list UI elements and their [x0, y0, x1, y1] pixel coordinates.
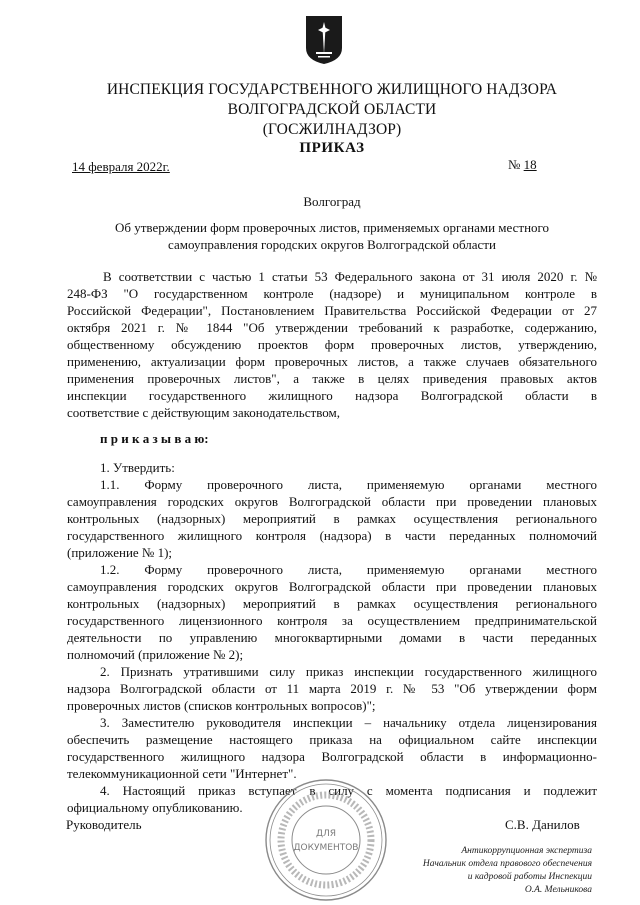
- item-1-2-line: 1.2. Форму проверочного листа, применяемую органами местного: [100, 562, 597, 577]
- item-3-line: государственного жилищного надзора Волгоградской области в информационно-: [67, 749, 597, 764]
- approval-line: и кадровой работы Инспекции: [467, 872, 592, 882]
- item-1-2-line: полномочий (приложение № 2);: [67, 647, 244, 662]
- subject-line: Об утверждении форм проверочных листов, применяемых органами местного: [114, 220, 550, 235]
- item-1-2-line: самоуправления городских округов Волгоградской области при проведении плановых: [67, 579, 597, 594]
- item-1-1-line: (приложение № 1);: [67, 545, 173, 560]
- item-3-line: обеспечить размещение настоящего приказа на официальном сайте инспекции: [67, 732, 597, 747]
- preamble-line: применения проверочных листов", а также в целях приведения правовых актов: [67, 371, 597, 386]
- item-1-1-line: 1.1. Форму проверочного листа, применяемую органами местного: [100, 477, 597, 492]
- number-prefix: №: [508, 157, 524, 172]
- item-1-1-line: самоуправления городских округов Волгоградской области при проведении плановых: [67, 494, 597, 509]
- org-name-line-2: ВОЛГОГРАДСКОЙ ОБЛАСТИ: [227, 101, 437, 118]
- item-4-line: официальному опубликованию.: [67, 800, 243, 815]
- preamble-line: В соответствии с частью 1 статьи 53 Федерального закона от 31 июля 2020 г. №: [103, 269, 597, 284]
- item-1-2-line: деятельности по управлению многоквартирными домами в части переданных: [67, 630, 597, 645]
- preamble-line: инспекции государственного жилищного надзора Волгоградской области в: [67, 388, 597, 403]
- approval-line: Антикоррупционная экспертиза: [461, 846, 592, 856]
- org-name-line-3: (ГОСЖИЛНАДЗОР): [262, 121, 402, 138]
- approval-line: О.А. Мельникова: [524, 885, 592, 895]
- signatory-name: С.В. Данилов: [505, 817, 580, 832]
- preamble-line: соответствие с действующим законодательством,: [67, 405, 340, 420]
- item-2-line: надзора Волгоградской области от 11 марта 2019 г. № 53 "Об утверждении форм: [67, 681, 597, 696]
- item-4-line: 4. Настоящий приказ вступает в силу с момента подписания и подлежит: [100, 783, 597, 798]
- preamble-line: октября 2021 г. № 1844 "Об утверждении требований к разработке, содержанию,: [67, 320, 597, 335]
- stamp-inner-line-1: ДЛЯ: [315, 829, 337, 839]
- official-stamp: [262, 776, 390, 904]
- document-type: ПРИКАЗ: [299, 140, 365, 156]
- item-3-line: телекоммуникационной сети "Интернет".: [67, 766, 297, 781]
- preamble-line: Российской Федерации", Постановлением Правительства Российской Федерации от 27: [67, 303, 597, 318]
- document-number: [508, 156, 537, 173]
- item-1-1-line: государственного жилищного контроля (надзора) в части переданных полномочий: [67, 528, 597, 543]
- preamble-line: общественному обсуждению проектов форм проверочных листов, утверждению,: [67, 337, 597, 352]
- item-2-line: 2. Признать утратившими силу приказ инспекции государственного жилищного: [100, 664, 597, 679]
- org-name-line-1: ИНСПЕКЦИЯ ГОСУДАРСТВЕННОГО ЖИЛИЩНОГО НАДЗОРА: [106, 81, 558, 98]
- document-date: 14 февраля 2022г.: [72, 159, 170, 174]
- coat-of-arms-icon: [304, 14, 344, 66]
- order-word: п р и к а з ы в а ю:: [100, 431, 209, 446]
- stamp-inner-line-2: ДОКУМЕНТОВ: [293, 843, 359, 853]
- item-1-1-line: контрольных (надзорных) мероприятий в рамках осуществления регионального: [67, 511, 597, 526]
- item-1-2-line: государственного лицензионного контроля за осуществлением предпринимательской: [67, 613, 597, 628]
- preamble-line: применению, актуализации форм проверочных листов, а также случаев обязательного: [67, 354, 597, 369]
- approval-line: Начальник отдела правового обеспечения: [422, 859, 592, 869]
- number-value: 18: [523, 157, 537, 172]
- subject-line: самоуправления городских округов Волгоградской области: [168, 237, 496, 252]
- item-3-line: 3. Заместителю руководителя инспекции – начальнику отдела лицензирования: [100, 715, 597, 730]
- preamble-line: 248-ФЗ "О государственном контроле (надзоре) и муниципальном контроле в: [67, 286, 597, 301]
- item-2-line: проверочных листов (списков контрольных вопросов)";: [67, 698, 376, 713]
- signatory-role: Руководитель: [66, 817, 142, 832]
- item-1: 1. Утвердить:: [100, 460, 175, 475]
- item-1-2-line: контрольных (надзорных) мероприятий в рамках осуществления регионального: [67, 596, 597, 611]
- city: Волгоград: [303, 194, 361, 209]
